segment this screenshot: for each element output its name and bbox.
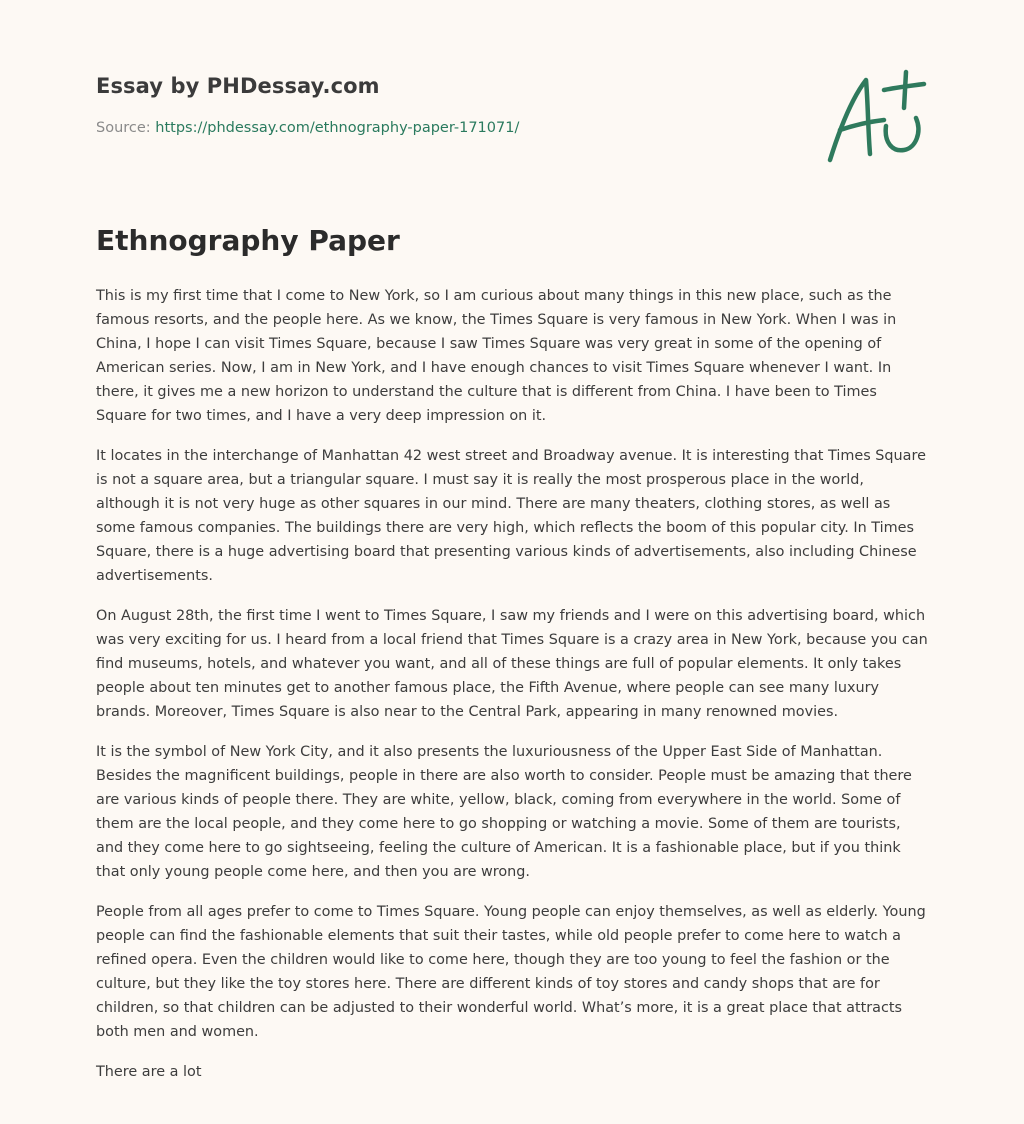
article-title: Ethnography Paper (96, 224, 400, 257)
a-plus-logo-icon (822, 68, 928, 164)
paragraph: It locates in the interchange of Manhattan 42 west street and Broadway avenue. It is interesting that Times Square is not a square area, but a triangular square. I must say it is really the most prosperous place in the world, although it is not very huge as other squares in our mind. There are many theaters, clothing stores, as well as some famous companies. The buildings there are very high, which reflects the boom of this popular city. In Times Square, there is a huge advertising board that presenting various kinds of advertisements, also including Chinese advertisements. (96, 448, 926, 584)
source-line (96, 120, 936, 136)
paragraph: People from all ages prefer to come to Times Square. Young people can enjoy themselves, as well as elderly. Young people can find the fashionable elements that suit their tastes, while old people prefer to come here to watch a refined opera. Even the children would like to come here, though they are too young to feel the fashion or the culture, but they like the toy stores here. There are different kinds of toy stores and candy shops that are for children, so that children can be adjusted to their wonderful world. What’s more, it is a great place that attracts both men and women. (96, 904, 926, 1040)
source-label: Source: (96, 120, 156, 136)
page-header (96, 74, 936, 136)
paragraph: On August 28th, the first time I went to Times Square, I saw my friends and I were on this advertising board, which was very exciting for us. I heard from a local friend that Times Square is a crazy area in New York, because you can find museums, hotels, and whatever you want, and all of these things are full of popular elements. It only takes people about ten minutes get to another famous place, the Fifth Avenue, where people can see many luxury brands. Moreover, Times Square is also near to the Central Park, appearing in many renowned movies. (96, 608, 928, 720)
paragraph: There are a lot (96, 1064, 202, 1080)
paragraph: It is the symbol of New York City, and it also presents the luxuriousness of the Upper East Side of Manhattan. Besides the magnificent buildings, people in there are also worth to consider. People must be amazing that there are various kinds of people there. They are white, yellow, black, coming from everywhere in the world. Some of them are the local people, and they come here to go shopping or watching a movie. Some of them are tourists, and they come here to go sightseeing, feeling the culture of American. It is a fashionable place, but if you think that only young people come here, and then you are wrong. (96, 744, 912, 880)
article-body (96, 284, 930, 1100)
source-link[interactable]: https://phdessay.com/ethnography-paper-171071/ (155, 120, 520, 136)
site-title: Essay by PHDessay.com (96, 74, 380, 98)
paragraph: This is my first time that I come to New York, so I am curious about many things in this new place, such as the famous resorts, and the people here. As we know, the Times Square is very famous in New York. When I was in China, I hope I can visit Times Square, because I saw Times Square was very great in some of the opening of American series. Now, I am in New York, and I have enough chances to visit Times Square whenever I want. In there, it gives me a new horizon to understand the culture that is different from China. I have been to Times Square for two times, and I have a very deep impression on it. (96, 288, 897, 424)
